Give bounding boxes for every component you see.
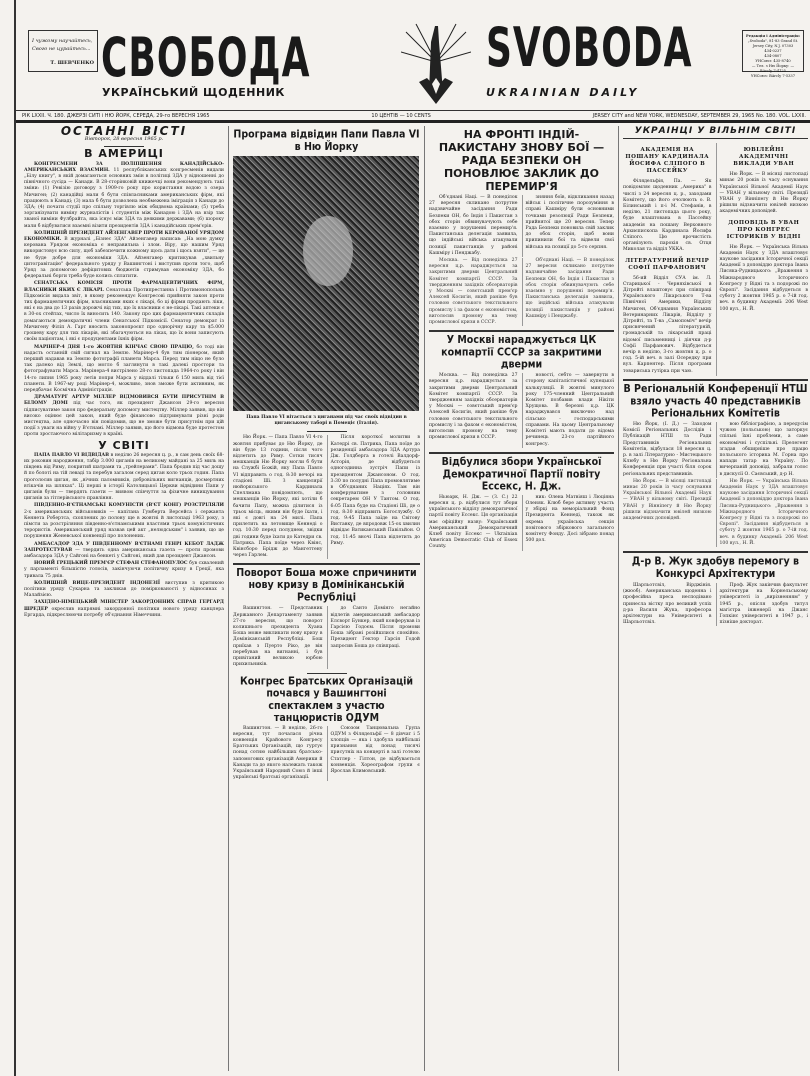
article-pope-visit: [233, 435, 420, 560]
address-line: „Svoboda", 81-83 Grand St.: [747, 39, 799, 43]
news-text: бо тоді він надасть останній свій сигнал на Землю. Марінер-4 був тим піонером, який перший надавав на Землю фотографії планети Марса. Перед тим ніщо не було так далеко від Землі, що могло б заглянути в такі далекі простори та фотографувати Марса. Марінера-4 вистрілено 28-го листопада 1964-го року і він 14-го липня 1965 року летів попри Марса у віддалі тільки 6 150 миль від тієї планети. В 1967-му році Марінер-4, можливо, знов зможе бути активним, як передбачає Космічна Адміністрація.: [24, 344, 224, 393]
address-line: 434-0237: [764, 49, 782, 53]
news-text: — твердить одна американська газета — проти промови амбасадора ЗДА у Сайгоні на бенкеті у Сайгоні, який дав президент Джансон.: [24, 547, 224, 559]
dateline-right: JERSEY CITY and NEW YORK, WEDNESDAY, SEPTEMBER 29, 1965 No. 180. VOL. LXXII.: [592, 112, 806, 119]
news-text: окреслив напрямні закордонної політики нового уряду канцлера Ергарда, підкреслюючи потребу об'єднання Німеччини.: [24, 606, 224, 618]
statue-of-liberty-emblem-icon: [401, 22, 471, 104]
article-text: Ньюарк, Н. Дж. — (З. С.) 22 вересня ц. р. відбулися тут збори українського відділу демократичної партії повіту Ессекс. Ця організація має офіційну назву: Український Американський Демократичний Клюб повіту Ессекс — Ukrainian American Democratic Club of Essex County.: [429, 494, 518, 550]
headline-moscow-cc: У Москві нараджується ЦК компартії СССР за закритими дверми: [441, 334, 602, 371]
news-text: 11 республіканських конгресменів видали „Білу книгу", в якій домагаються основних змін в політиці ЗДА у відношенні до північного сусіда — Канади. В 28-сторінковій книжечці вони рекомендують такі зміни: (1) Ревізію договору з 1909-го року про користання водою з озера Мичиген; (2) канадійці мали б бути співласниками американських фірм, які працюють в Канаді; (3) мала б бути дозволена необмежена іміграція з Канади до ЗДА; (4) почати студії про спільну торгівлю між обидвома країнами; (5) треба зорганізувати виміну журналістів і студентів між Канадою і ЗДА на взір так званої виміни Фулбрайта, яка існує між ЗДА та деякими державами; (6) шороку мали б відбуватися взаємні візити президентів ЗДА і канадійських прем'єрів.: [24, 167, 224, 229]
news-lead: МАРІНЕР-4 ДНЯ 1-го ЖОВТНЯ КІНЧАЄ СВОЮ ПРАЦЮ,: [34, 344, 194, 350]
divider: [623, 551, 808, 553]
photo-pope-gypsies: [233, 156, 419, 411]
article-text: Об'єднані Наці. — В понеділок 27 вересня скликано потрутне надзвичайне засідання Ради Безпеки ОН, бо Індія і Пакистан з обох сторін обвинувачують себе взаємно у порушенні перемир'я. Пакистанська делегація заявила, що індійські війська атакували позиції пакистанців у районі Кашміру і Пенджабу.: [429, 195, 518, 256]
news-lead: НОВИЙ ГРЕЦЬКИЙ ПРЕМ'ЄР СТЕФАН СТЕФАНОПУЛОС: [34, 561, 188, 567]
article-ntsh-conference: [623, 422, 808, 479]
address-line: УНСоюз: BArcly 7-5337: [750, 74, 796, 78]
headline-congress-fraternal: Конгрес Братських Організацій почався у Вашингтоні спектаклем з участю танцюристів ОДУМ: [239, 675, 414, 724]
news-text: під час того, як президент Джансон 29-го вересня підписуватиме закон про федеральну допомогу мистецтву. Міллер заявив, що він високо оцінює цей закон, який буде фінансово підтримувати різні роди мистецтва, але одночасно він повідомив, що не зможе бути присутнім при цій події з уваги на війну у В'єтнамі. Міллер заявив, що його відмова буде протестом проти зростаючого мілітаризму в країні.: [24, 401, 224, 438]
article-text: ник: Олена Матвіяш і Люціяна Оленяк. Клюб бере активну участь у збірці на меморіальний Фонд Президента Кеннеді, також як окрема українська секція повітового збіркового загального комітету Фонду. Досі зібрано понад 500 дол.: [522, 495, 615, 551]
item-text: Філядельфія, Па. — Як повідомляє щоденник „Америка" в числі з 24 вересня ц. р., заходами Комітету, що його очолюють о. В. Білинський і п-і М. Стефанів, в неділю, 21 листопада цього року, буде влаштована в Пассейку академія на пошану Верховного Архиєпископа Кардинала Йосифа Сліпого. Цю врочистість організують парохія св. Отця Миколая та відділ УККА.: [623, 179, 712, 253]
news-item: [24, 345, 224, 395]
motto-author: Т. ШЕВЧЕНКО: [50, 60, 94, 66]
headline-india-pakistan: НА ФРОНТІ ІНДІЙ-ПАКИСТАНУ ЗНОВУ БОЇ — РАДА БЕЗПЕКИ ОН ПОНОВЛЮЄ ЗАКЛИК ДО ПЕРЕМИР'Я: [438, 128, 605, 193]
address-line: УНСоюз: 435-8740: [755, 59, 791, 63]
address-box: [742, 30, 804, 78]
article-text: Москва. — Від понеділка 27 вересня ц.р. нараджується за закритими дверми Центральний Комітет компартії СССР. За твердженням західніх обсерваторів у Москві — совєтський прем'єр Алексей Косигін, який раніше був головою совєтського текстильного промислу і за фахом є економістом, виголосив промову на тему промислової кризи в СССР.: [429, 258, 518, 326]
news-text: 2-х американських військовиків — капітана Гумберта Версейса і сержанта Кеннета Робертса, схоплених до полону ще в жовтні й листопаді 1963 року, з пімсти за розстріляння південно-в'єтнамськими властями трьох комуністичних терористів. Американський уряд назвав цей акт „нелюдським" і заявив, що це порушення Женевської конвенції про полонених.: [24, 509, 224, 540]
news-lead: КОНГРЕСМЕНИ ЗА ПОЛІПШЕННЯ КАНАДІЙСЬКО-АМЕРИКАНСЬКИХ ВЗАЄМИН.: [24, 161, 224, 173]
divider: [307, 673, 347, 674]
address-line: Jersey City, N.J. 07303: [752, 44, 794, 48]
subtitle-ukrainian: УКРАЇНСЬКИЙ ЩОДЕННИК: [102, 86, 285, 99]
photo-figure: [303, 216, 353, 286]
article-text: Ню Йорк. — Папа Павло VI 4-го жовтня прибуває до Ню Йорку, де він буде 13 години, після чого відлетить до Риму. Сотки тисяч мешканців Ню Йорку могли б бути на Службі Божій, яку Папа Павло VI відправить о год. 8:30 вечорі на стадіоні Ші. З канцелярії нюйоркського Кардинала Спеллмана повідомлють, що мешканців Ню Йорку, які хотіли б бачити Папу, можна ділитися із трьох місць, якими він буде їхати, і які є довгі на 24 милі. Папа прилетить на летовище Кеннеді о год. 10:30 перед полуднем, звідки дві години буде їхати до Катедри св. Патрика. Папа поїде через Квінс, Квінсборо Брідж до Мангеттену через Гарлем.: [233, 435, 323, 559]
column-ukrainians-free-world: [618, 126, 808, 1071]
item-heading: ЮВІЛЕЙНІ АКАДЕМІЧНІ ВИКЛАДИ УВАН: [733, 147, 795, 168]
column-india-pakistan: [424, 126, 614, 1071]
dateline-left: РІК LXXII. Ч. 180. ДЖЕРЗІ СИТІ і НЮ ЙОРК, СЕРЕДА, 29-го ВЕРЕСНЯ 1965: [22, 112, 210, 119]
address-line: Редакція і Адміністрація:: [746, 34, 800, 38]
article-text: до Санто Домінго негайно відлетів американський амбасадор Елсворт Бункер, який конферував із Гарсією Годоєм. Після промови Боша зібрані розійшлися спокійно. Президент Гектор Гарсія Годой запросив Боша до співпраці.: [327, 606, 421, 668]
section-date: Вівторок, 28 вересня 1965 р.: [84, 136, 164, 143]
title-english: SVOBODA: [486, 17, 693, 80]
news-item: [24, 542, 224, 561]
news-lead: ЗАХІДНО-НІМЕЦЬКИЙ МІНІСТЕР ЗАКОРДОННИХ СПРАВ ГЕРГАРД ШРЕДЕР: [24, 600, 224, 612]
headline-democratic-party: Відбулися збори Української Демократичної Партії повіту Ессекс, Н. Дж.: [441, 456, 602, 493]
title-ukrainian: СВОБОДА: [101, 28, 311, 90]
divider: [429, 330, 614, 332]
news-lead: АМБАСАДОР ЗДА У ПІВДЕННОМУ В'ЄТНАМІ ГЕНРІ КЕБОТ ЛАДЖ ЗАПРОТЕСТУВАВ: [24, 541, 224, 553]
address-line: 434-0807: [764, 54, 782, 58]
subtitle-english: UKRAINIAN DAILY: [486, 86, 640, 99]
headline-bosch: Поворот Боша може спричинити нову кризу в Домініканській Республіці: [236, 567, 417, 605]
item-heading: АКАДЕМІЯ НА ПОШАНУ КАРДИНАЛА ЙОСИФА СЛІПОГО В ПАССЕЙКУ: [625, 147, 710, 175]
article-text: Проф. Жук закінчив факультет архітектури на Корнельському університеті із „вирізненням" у 1945 р., опісля здобув титул магістра інженерії на Джанс Гопкінс університеті в 1947 р., і пізніше докторат.: [716, 583, 809, 626]
masthead: [16, 0, 810, 118]
article-text: Вашингтон. — В неділю, 26-го вересня, тут почалася річна конвенція Крайового Конгресу Братських Організацій, що гуртує понад сотню найбільших братсько-запомогових організацій Америки й Канади та до якого належать також Український Народний Союз й інші українські братські організації.: [233, 725, 323, 781]
article-india-pakistan: [429, 195, 614, 258]
article-zhuk-architecture: [623, 583, 808, 627]
divider: [233, 563, 420, 565]
article-text: Союзом Танцювальна Група ОДУМ з Філядельфії — 8 дівчат і 5 хлопців — яка і здобула найбільші признання від понад тисячі присутніх на концерті в залі готелю Статлер - Гілтон, де відбувається конвенція. Хореографом групи є Ярослав Климовський.: [327, 726, 421, 782]
heading-world: У СВІТІ: [98, 438, 150, 452]
article-continued: [429, 258, 614, 327]
news-item: [24, 281, 224, 343]
article-text: зняння боїв, відкликання назад військ і політичне порозуміння в справі Кашміру були основними точками резолюції Ради Безпеки, прийнятої ще 20 вересня. Тепер Рада Безпеки поновила свій заклик до обох сторін, щоб вони припинили бої та відвели свої війська на позиції до 5-го серпня.: [522, 195, 615, 257]
photo-caption: Папа Павло VI вітається з циганами під час своїх відвідин в циганському таборі в Помеціє (Італія).: [246, 415, 407, 427]
motto-line-1: І чужому научайтесь,: [32, 38, 93, 44]
news-lead: ПАПА ПАВЛО VI ВІДВІДАВ: [34, 452, 110, 458]
motto-line-2: Свого не цурайтесь...: [32, 46, 91, 52]
news-item: [24, 231, 224, 281]
item-heading: ДОПОВІДЬ В УВАН ПРО КОНГРЕС ІСТОРИКІВ У ВІДНІ: [726, 219, 801, 240]
article-text: Ню Йорк. — В місяці листопаді минає 20 років із часу оснування Української Вільної Академії Наук — УВАН у вільному світі. Президії УВАН у Вінніпегу й Ню Йорку рішили відзначити ювілей низкою академічних доповідей.: [623, 478, 712, 521]
news-text: був схвалений у парламенті більшістю голосів, закінчуючи політичну кризу в Греції, яка тривала 75 днів.: [24, 561, 224, 579]
news-item: [24, 395, 224, 438]
news-item: [24, 600, 224, 619]
heading-america: В АМЕРИЦІ: [84, 147, 164, 161]
news-item: [24, 581, 224, 600]
news-lead: ПІВДЕННО-В'ЄТНАМСЬКІ КОМУНІСТИ (В'ЄТ КОНГ) РОЗСТРІЛЯЛИ: [34, 503, 224, 509]
divider: [623, 379, 808, 381]
section-title-ukrainians: УКРАЇНЦІ У ВІЛЬНІМ СВІТІ: [634, 126, 797, 136]
article-text: Вашингтон. — Представник Державного Департаменту заявив 27-го вересня, що поворот колишнього президента Хуана Боша може викликати нову кризу в Домініканській Республіці. Бош приїхав з Пуерто Ріко, де він перебував на вигнанні, і був привітаний великою юрбою прихильників.: [233, 606, 323, 668]
headline-ntsh-conference: В Регіональній Конференції НТШ взяло участь 40 представників Регіональних Комітетів: [623, 383, 808, 420]
news-item: [24, 561, 224, 580]
article-democratic-party: [429, 495, 614, 552]
column-latest-news: [24, 126, 224, 1071]
article-text: новості, себто — завернути в сторону капіталістичної купецької калькуляції. В жовтні минулого року 175-членний Центральний Комітет позбавив влади Нікіти Хрущова. В березні ц.р. ЦК нараджувався виключно над сільсько - господарськими справами. На цьому Центральному Комітеті мають подати до відома речинець 23-го партійного конгресу.: [522, 373, 615, 447]
article-text: Ню Йорк, (І. Д.) — Заходом Комісії Регіональних Дослідів і Публікацій НТШ та Ради Представників Регіональних Комітетів, відбулася 18 вересня ц. р. в залі Літературно - Мистецького Клюбу в Ню Йорку Регіональна Конференція при участі біля сорок регіональних представників.: [623, 421, 712, 477]
news-item: [24, 453, 224, 503]
section-title-latest-news: ОСТАННІ ВІСТІ: [60, 126, 188, 138]
article-bosch: [233, 606, 420, 669]
headline-pope-visit: Програма відвідин Папи Павла VI в Ню Йорку: [233, 128, 420, 154]
article-congress-fraternal: [233, 726, 420, 783]
divider: [623, 138, 808, 139]
news-lead: КОЛИШНІЙ ВИЦЕ-ПРЕЗИДЕНТ ІНДОНЕЗІЇ: [34, 580, 161, 586]
article-text: Москва. — Від понеділка 27 вересня ц.р. нараджується за закритими дверми Центральний Комітет компартії СССР. За твердженням західніх обсерваторів у Москві — совєтський прем'єр Алексей Косигін, який раніше був головою совєтського текстильного промислу і за фахом є економістом, виголосив промову на тему промислової кризи в СССР.: [429, 373, 518, 441]
address-line: — Тел. з Ню Йорку: —: [751, 64, 795, 68]
article-text: вою бібліографією, а передусім чужою (польською) що заторкує спільні їхні проблеми, а саме економічні і суспільні. Прелегент згадав обширніше про працю польського історика М. Горна про напади татар на Україну. По вичерпаній доповіді, забрали голос в дискусії О. Саєвський, д-р Н.: [716, 422, 809, 478]
news-text: В журналі „Бізнес ЗДА" Айзенгавер написав: „На мою думку керована Урядом економіка є неправильна і злом. Віру, що нашим Уряд використовує всю силу, щоб забезпечити кожному щось дати і щось взяти", — це не буде добре для економіки ЗДА. Айзенгавер критикував „хвильну цитогравітацію" федерального уряду у Вашингтоні і виступив проти того, щоб Уряд за допомогою дефіцитових бюджетів стримував економіку ЗДА, бо федеральні борги треба буде колись сплатити.: [24, 237, 224, 280]
item-text: Ню Йорк. — В місяці листопаді минає 20 років із часу оснування Української Вільної Академії Наук — УВАН у вільному світі. Президії УВАН у Вінніпегу й Ню Йорку рішили відзначити ювілей низкою академічних доповідей.: [719, 172, 808, 215]
news-lead: КОЛИШНІЙ ПРЕЗИДЕНТ АЙЗЕНГАВЕР ПРОТИ КЕРОВАНОЇ УРЯДОМ ЕКОНОМІКИ.: [24, 230, 224, 243]
divider: [429, 452, 614, 454]
item-text: 56-ий Відділ СУА ім. Л. Старицької - Черняхівської в Дітройті влаштовує при співпраці Українського Лікарського Т-ва Північної Америки, Відділу Мичиген, Об'єднання Українських Ветеринарних Лікарів, Відділу у Дітройті, та Т-ва „Самопоміч" вечір присвячений літературній, громадській та лікарській праці відомої письменниці і діячки д-р Софії Парфанович. Відбудеться вечір в неділю, 3-го жовтня ц. р. о год. 5-ій веч. в залі Осередку при вул. Карпентер. Після програми товариська гутірка при чаю.: [623, 275, 712, 374]
news-lead: СЕНАТСЬКА КОМІСІЯ ПРОТИ ФАРМАЦЕВТИЧНИХ ФІРМ, ВЛАСНИКИ ЯКИХ Є ЛІКАРІ.: [24, 281, 224, 293]
news-lead: ДРАМАТУРГ АРТУР МІЛЛЕР ВІДМОВИВСЯ БУТИ ПРИСУТНІМ В БІЛОМУ ДОМІ: [24, 395, 224, 407]
article-text: Об'єднані Наці. — В понеділок 27 вересня скликано потрутне надзвичайне засідання Ради Безпеки ОН, бо Індія і Пакистан з обох сторін обвинувачують себе взаємно у порушенні перемир'я. Пакистанська делегація заявила, що індійські війська атакували позиції пакистанців у районі Кашміру і Пенджабу.: [522, 258, 615, 326]
article-text: Шарльотсвіл, Вірджінія. (жюоб). Американська щоденна і професійна преса несподівано принесла вістку про великий успіх д-ра Василя Жука, професора архітектури на Університеті в Шарльотсвіл.: [623, 582, 712, 626]
article-text: Ню Йорк. — Українська Вільна Академія Наук у ЗДА влаштовує наукове засідання Історичної секції Академії з доповіддю доктора Івана Лисяка-Рудницького: „Враження з Міжнародного Історичного Конгресу у Відні та з подорожі по Європі". Засідання відбудеться в суботу 2 жовтня 1965 р. о 7-ій год. веч. в будинку Академії: 206 West 100 вул., Н. Й.: [716, 479, 809, 547]
news-item: [24, 162, 224, 230]
news-item: [24, 503, 224, 540]
headline-zhuk-architecture: Д-р В. Жук здобув перемогу в Конкурсі Архітектури: [631, 555, 800, 581]
item-heading: ЛІТЕРАТУРНИЙ ВЕЧІР СОФІЇ ПАРФАНОВИЧ: [625, 257, 710, 271]
ukrainians-items: [623, 143, 808, 376]
news-text: в неділю 26 вересня ц. р., в сам день своїх 68-их роковин народження, табір 3.000 циганів на великому майдані за 25 миль на південь від Риму, покритий шатрами та „трейлерами". Папа бродив під час дощу й по болоті на тій леваді та перебув загалом серед циган коло трьох годин. Папа проголосив циган, як „вічних паломників, добровільних вигнанців, досмертних втікачів на шляхах". Ці перші в історії Католицької Церкви відвідини Папи у циганів були — твердять газети — виявом співчуття за фізичне винищування циганів за гітлерівського правління.: [24, 452, 224, 502]
article-continued: [623, 479, 808, 548]
dateline-price: 10 ЦЕНТІВ — 10 CENTS: [371, 112, 431, 119]
divider: [307, 431, 347, 432]
column-pope-visit: [228, 126, 420, 1071]
motto-box: [28, 30, 98, 72]
news-text: Сенатська Протипрестанна і Протимонопольна Підкомісія видала звіт, в якому рекомендує Конгресові прийняти закон проти тих фармацевтичних фірм, власниками яких є лікарі, бо ці фірми продають ліки, які є на два до 13 разів дорожчі від тих, що їх власники є не-лікарі. Такі аптеки є в 30-ох стейтах, число їх виносить 140. Закону про цих фармацевтичних складів домагаються демократичні члени Сенатської Підкомісії. Сенатор демократ із Мичигену Філіп А. Гарт вносить законопроєкт про однорічну кару та $5.000 грошеву кару для тих лікарів, які збагачуються на ліках, що їх вони записують своїм пацієнтам, і які є продуцентами їхніх фірм.: [24, 287, 224, 343]
address-line: BArcly 7-4125: [760, 69, 786, 73]
dateline: [16, 110, 810, 123]
item-text: Ню Йорк. — Українська Вільна Академія Наук у ЗДА влаштовує наукове засідання Історичної секції Академії з доповіддю доктора Івана Лисяка-Рудницького: „Враження з Міжнародного Історичного Конгресу у Відні та з подорожі по Європі". Засідання відбудеться в суботу 2 жовтня 1965 р. о 7-ій год. веч. в будинку Академії: 206 West 100 вул., Н. Й.: [719, 244, 808, 312]
article-text: Після короткої молитви в Катедрі св. Патрика, Папа поїде до резиденції амбасадора ЗДА Артура Дж. Голдберга в готелі Валдорф-Асторія, де відбудеться одногодинна зустріч Папи із президентом Джансоном. О год. 3:30 по полудні Папа промовлятиме в Об'єднаних Націях. Там він конферуватиме з головним секретарем ОН У Тантом. О год. 6:05 Папа буде на Стадіоні Ші, де о год. 8:30 відправить Богослужбу. О год. 9:45 Папа заїде на Світову Виставку, де впродовж 15-ох хвилин відвідає Ватиканський Павільйон. О год. 11:45 вночі Папа відлетить до Риму.: [327, 435, 421, 559]
article-moscow-cc: [429, 373, 614, 448]
newspaper-page: [14, 0, 810, 1076]
news-text: виступив з критикою політики уряду Сукарна та закликав до поміркованості у відносинах з Малайзією.: [24, 580, 224, 599]
